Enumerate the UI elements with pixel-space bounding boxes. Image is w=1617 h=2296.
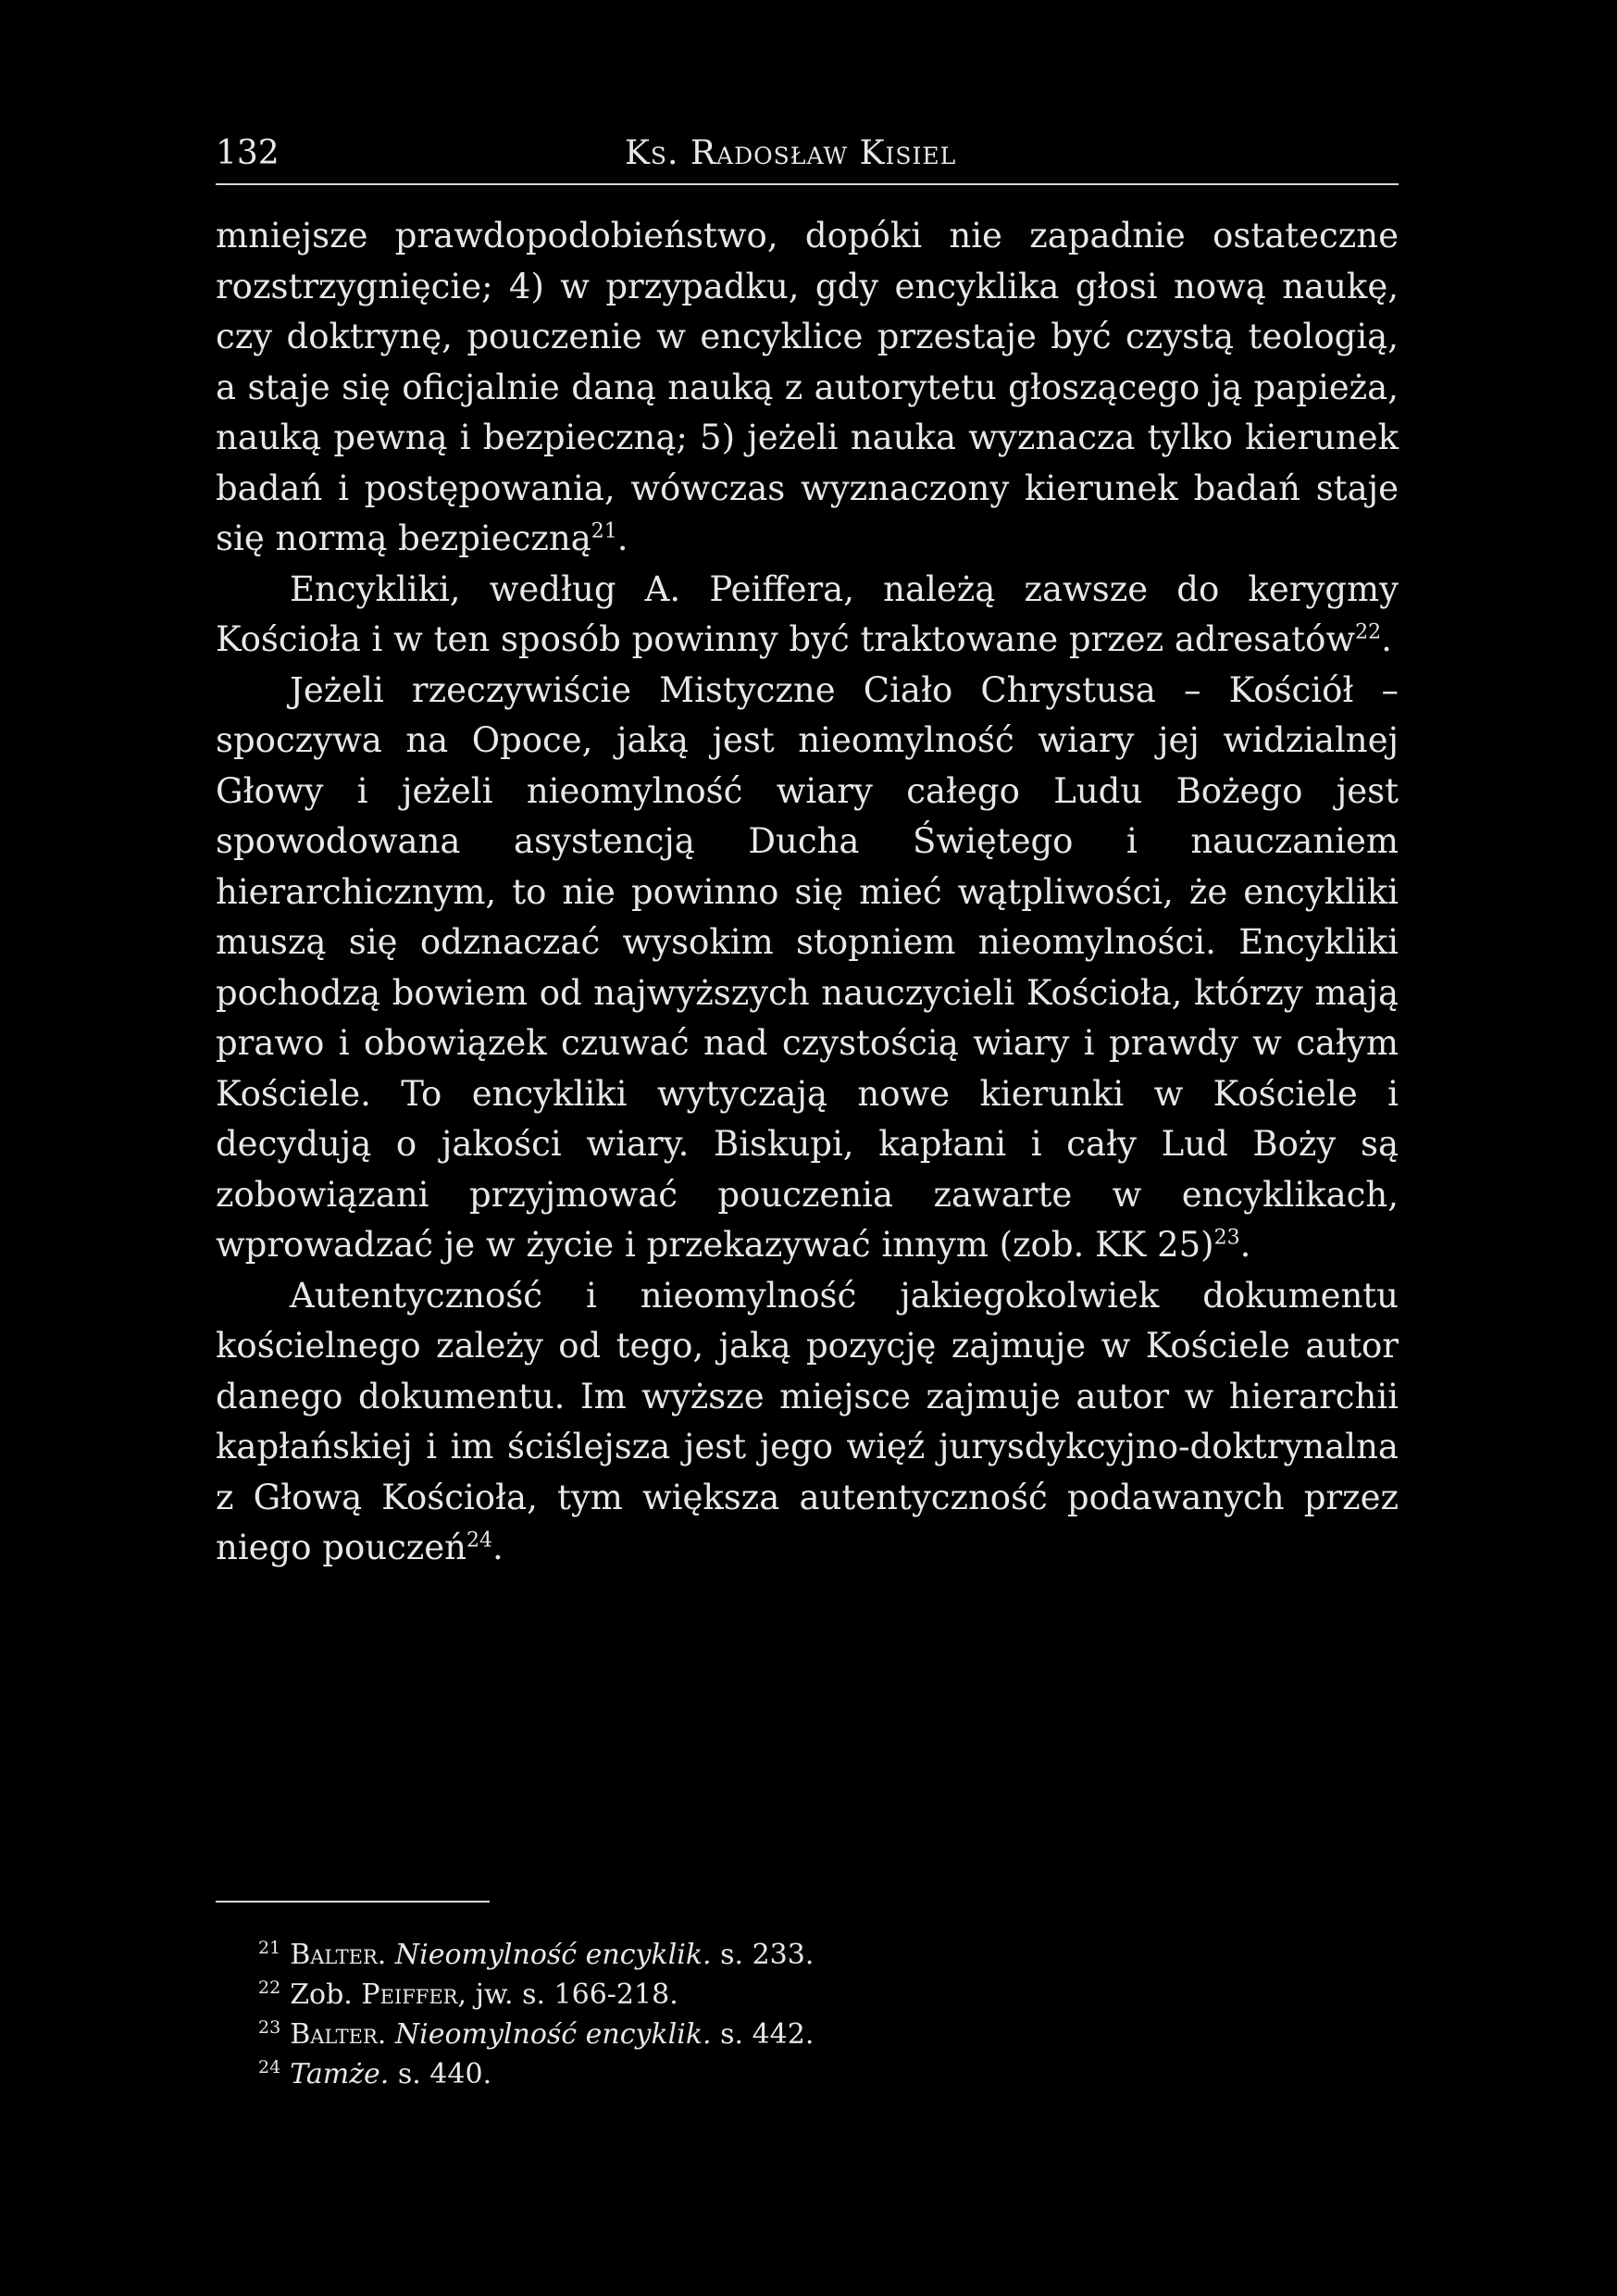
footnote-title: Nieomylność encyklik. (394, 1939, 712, 1971)
footnote-21 (258, 1935, 1369, 1975)
header-rule (216, 183, 1399, 185)
footnote-title: Tamże. (290, 2058, 390, 2090)
footnote-ref[interactable]: 23 (1213, 1226, 1240, 1250)
paragraph: Encykliki, według A. Peiffera, należą zawsze do kerygmy Kościoła i w ten sposób powinny być traktowane przez adresatów$^{22}$. (216, 568, 1399, 659)
paragraph: mniejsze prawdopodobieństwo, dopóki nie zapadnie ostateczne rozstrzygnięcie; 4) w przypadku, gdy encyklika głosi nową naukę, czy doktrynę, pouczenie w encyklice przestaje być czystą teologią, a staje się oficjalnie daną nauką z autorytetu głoszącego ją papieża, nauką pewną i bezpieczną; 5) jeżeli nauka wyznacza tylko kierunek badań i postępowania, wówczas wyznaczony kierunek badań staje się normą bezpieczną$^{21}$. (216, 216, 1399, 558)
running-title: Ks. Radosław Kisiel (625, 134, 957, 172)
paragraph: Autentyczność i nieomylność jakiegokolwiek dokumentu kościelnego zależy od tego, jaką pozycję zajmuje w Kościele autor danego dokumentu. Im wyższe miejsce zajmuje autor w hierarchii kapłańskiej i im ściślejsza jest jego więź jurysdykcyjno-doktrynalna z Głową Kościoła, tym większa autentyczność podawanych przez niego pouczeń$^{24}$. (216, 1275, 1399, 1567)
footnote-number: 24 (258, 2057, 281, 2078)
footnotes (258, 1935, 1369, 2094)
footnote-author: Balter. (290, 2018, 387, 2051)
page-number: 132 (216, 134, 280, 172)
footnote-title: Nieomylność encyklik. (394, 2018, 712, 2051)
paragraph: Jeżeli rzeczywiście Mistyczne Ciało Chrystusa – Kościół – spoczywa na Opoce, jaką jest nieomylność wiary jej widzialnej Głowy i jeżeli nieomylność wiary całego Ludu Bożego jest spowodowana asystencją Ducha Świętego i nauczaniem hierarchicznym, to nie powinno się mieć wątpliwości, że encykliki muszą się odznaczać wysokim stopniem nieomylności. Encykliki pochodzą bowiem od najwyższych nauczycieli Kościoła, którzy mają prawo i obowiązek czuwać nad czystością wiary i prawdy w całym Kościele. To encykliki wytyczają nowe kierunki w Kościele i decydują o jakości wiary. Biskupi, kapłani i cały Lud Boży są zobowiązani przyjmować pouczenia zawarte w encyklikach, wprowadzać je w życie i przekazywać innym (zob. KK 25)$^{23}$. (216, 669, 1399, 1265)
footnote-author: Peiffer, (361, 1978, 467, 2011)
body-text (216, 211, 1399, 1574)
footnote-rest: s. 440. (397, 2058, 492, 2090)
footnote-author: Balter. (290, 1939, 387, 1971)
footnote-prefix: Zob. (290, 1978, 353, 2011)
footnote-rest: s. 233. (720, 1939, 815, 1971)
footnote-rule (216, 1901, 490, 1903)
footnote-ref[interactable]: 21 (591, 519, 617, 543)
running-header (216, 130, 1399, 178)
footnote-number: 23 (258, 2017, 281, 2038)
footnote-rest: jw. s. 166-218. (475, 1978, 678, 2011)
footnote-23 (258, 2015, 1369, 2054)
footnote-ref[interactable]: 24 (466, 1529, 493, 1553)
footnote-number: 22 (258, 1978, 281, 1998)
footnote-ref[interactable]: 22 (1355, 620, 1382, 644)
footnote-22 (258, 1975, 1369, 2015)
footnote-rest: s. 442. (720, 2018, 815, 2051)
footnote-number: 21 (258, 1938, 281, 1958)
footnote-24 (258, 2054, 1369, 2094)
